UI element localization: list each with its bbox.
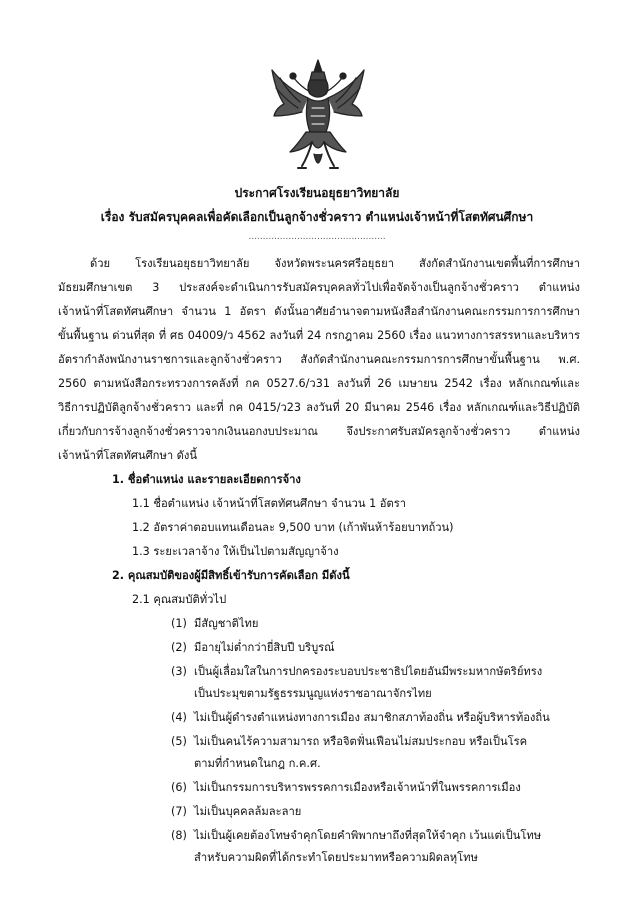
qualification-text: ไม่เป็นคนไร้ความสามารถ หรือจิตฟั่นเฟือนไม่สมประกอบ หรือเป็นโรค — [194, 735, 528, 748]
qualification-number: (8) — [171, 829, 187, 842]
intro-line: ด้วย โรงเรียนอยุธยาวิทยาลัย จังหวัดพระนครศรีอยุธยา สังกัดสำนักงานเขตพื้นที่การศึกษา — [90, 257, 580, 270]
qualification-text: มีอายุไม่ต่ำกว่ายี่สิบปี บริบูรณ์ — [194, 641, 335, 654]
section-1-item: 1.2 อัตราค่าตอบแทนเดือนละ 9,500 บาท (เก้าพันห้าร้อยบาทถ้วน) — [132, 521, 454, 534]
intro-line: ขั้นพื้นฐาน ด่วนที่สุด ที่ ศธ 04009/ว 4562 ลงวันที่ 24 กรกฎาคม 2560 เรื่อง แนวทางการสรรหาและบริหาร — [58, 329, 580, 342]
intro-line: เจ้าหน้าที่โสตทัศนศึกษา ดังนี้ — [58, 449, 198, 462]
title-divider: ................................................ — [248, 232, 386, 242]
intro-line: เกี่ยวกับการจ้างลูกจ้างชั่วคราวจากเงินนอกงบประมาณ จึงประกาศรับสมัครลูกจ้างชั่วคราว ตำแหน่ง — [58, 425, 580, 438]
garuda-emblem-icon — [268, 58, 368, 176]
qualification-number: (6) — [171, 781, 187, 794]
intro-line: 2560 ตามหนังสือกระทรวงการคลังที่ กค 0527.6/ว31 ลงวันที่ 26 เมษายน 2542 เรื่อง หลักเกณฑ์และ — [58, 377, 580, 390]
qualification-text: ไม่เป็นผู้เคยต้องโทษจำคุกโดยคำพิพากษาถึงที่สุดให้จำคุก เว้นแต่เป็นโทษ — [194, 829, 542, 842]
intro-line: มัธยมศึกษาเขต 3 ประสงค์จะดำเนินการรับสมัครบุคคลทั่วไปเพื่อจัดจ้างเป็นลูกจ้างชั่วคราว ตำแหน่ง — [58, 281, 580, 294]
qualification-text: สำหรับความผิดที่ได้กระทำโดยประมาทหรือความผิดลหุโทษ — [194, 851, 478, 864]
qualification-text: ไม่เป็นผู้ดำรงตำแหน่งทางการเมือง สมาชิกสภาท้องถิ่น หรือผู้บริหารท้องถิ่น — [194, 711, 550, 724]
qualification-text: ไม่เป็นบุคคลล้มละลาย — [194, 805, 302, 818]
qualification-number: (2) — [171, 641, 187, 654]
announcement-title: ประกาศโรงเรียนอยุธยาวิทยาลัย — [234, 186, 400, 200]
section-1-heading: 1. ชื่อตำแหน่ง และรายละเอียดการจ้าง — [112, 473, 301, 486]
section-1-item: 1.3 ระยะเวลาจ้าง ให้เป็นไปตามสัญญาจ้าง — [132, 545, 339, 558]
qualification-text: เป็นผู้เลื่อมใสในการปกครองระบอบประชาธิปไตยอันมีพระมหากษัตริย์ทรง — [194, 665, 543, 678]
section-1-item: 1.1 ชื่อตำแหน่ง เจ้าหน้าที่โสตทัศนศึกษา จำนวน 1 อัตรา — [132, 497, 407, 510]
qualification-number: (3) — [171, 665, 187, 678]
qualification-number: (4) — [171, 711, 187, 724]
qualification-text: ตามที่กำหนดในกฎ ก.ค.ศ. — [194, 757, 321, 770]
qualification-number: (1) — [171, 617, 187, 630]
intro-line: อัตรากำลังพนักงานราชการและลูกจ้างชั่วคราว สังกัดสำนักงานคณะกรรมการการศึกษาขั้นพื้นฐาน พ.ศ. — [58, 353, 580, 366]
section-2-subheading: 2.1 คุณสมบัติทั่วไป — [132, 593, 227, 606]
qualification-text: มีสัญชาติไทย — [194, 617, 259, 630]
intro-line: วิธีการปฏิบัติลูกจ้างชั่วคราว และที่ กค 0415/ว23 ลงวันที่ 20 มีนาคม 2546 เรื่อง หลักเกณฑ์และวิธีปฏิบัติ — [58, 401, 580, 414]
announcement-subject: เรื่อง รับสมัครบุคคลเพื่อคัดเลือกเป็นลูกจ้างชั่วคราว ตำแหน่งเจ้าหน้าที่โสตทัศนศึกษา — [100, 210, 534, 224]
qualification-text: ไม่เป็นกรรมการบริหารพรรคการเมืองหรือเจ้าหน้าที่ในพรรคการเมือง — [194, 781, 521, 794]
qualification-number: (5) — [171, 735, 187, 748]
qualification-text: เป็นประมุขตามรัฐธรรมนูญแห่งราชอาณาจักรไทย — [194, 687, 432, 700]
qualification-number: (7) — [171, 805, 187, 818]
intro-line: เจ้าหน้าที่โสตทัศนศึกษา จำนวน 1 อัตรา ดังนั้นอาศัยอำนาจตามหนังสือสำนักงานคณะกรรมการการศึกษา — [58, 305, 580, 318]
section-2-heading: 2. คุณสมบัติของผู้มีสิทธิ์เข้ารับการคัดเลือก มีดังนี้ — [112, 569, 350, 582]
